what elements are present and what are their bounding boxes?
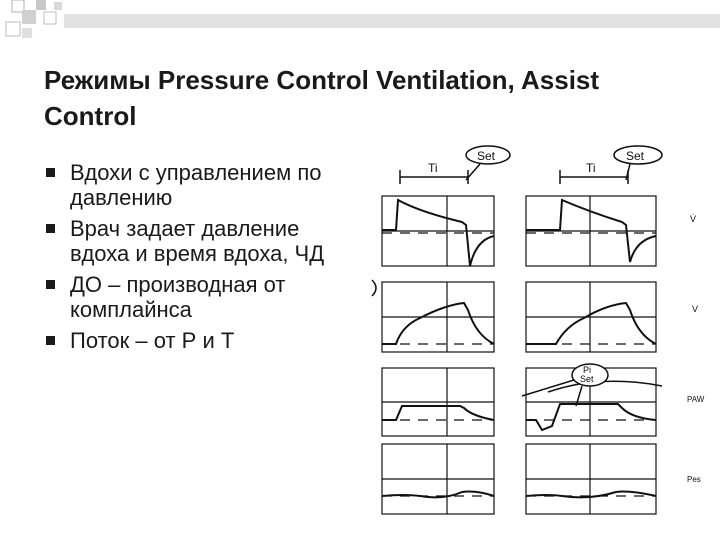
bullet-text: ДО – производная от комплайнса — [70, 272, 286, 322]
partial-arc-mark — [372, 280, 376, 296]
dashed-baselines — [382, 233, 656, 496]
label-esophageal-pressure: Pes — [687, 475, 701, 484]
airway-pressure-waveform — [382, 404, 656, 430]
ventilator-waveforms-figure — [366, 140, 720, 520]
label-airway-pressure: PAW — [687, 395, 705, 404]
bullet-square-icon — [46, 224, 55, 233]
pi-set-label-line1: Pi — [583, 365, 592, 375]
bullet-text: Поток – от Р и Т — [70, 328, 235, 353]
set-label-right: Set — [626, 149, 645, 163]
bullet-text: Врач задает давление вдоха и время вдоха, ЧД — [70, 216, 325, 266]
ti-label-left: Ti — [428, 161, 438, 175]
esophageal-pressure-waveform — [382, 492, 656, 498]
ti-label-right: Ti — [586, 161, 596, 175]
label-volume: V — [692, 304, 699, 314]
slide-title: Режимы Pressure Control Ventilation, Assist Control — [44, 65, 600, 131]
bullet-square-icon — [46, 280, 55, 289]
pi-set-label-line2: Set — [580, 374, 594, 384]
volume-waveform — [382, 303, 656, 344]
bullet-item — [44, 272, 364, 322]
bullet-text: Вдохи с управлением по давлению — [70, 160, 322, 210]
bullet-square-icon — [46, 336, 55, 345]
panel-grid — [382, 196, 656, 514]
label-flow: V̇ — [690, 214, 697, 224]
bullet-list — [44, 160, 364, 359]
bullet-square-icon — [46, 168, 55, 177]
pi-set-arrow-left — [522, 380, 574, 396]
bullet-item — [44, 160, 364, 210]
decorative-squares — [0, 0, 720, 60]
set-label-left: Set — [477, 149, 496, 163]
bullet-item — [44, 216, 364, 266]
bullet-item — [44, 328, 364, 353]
